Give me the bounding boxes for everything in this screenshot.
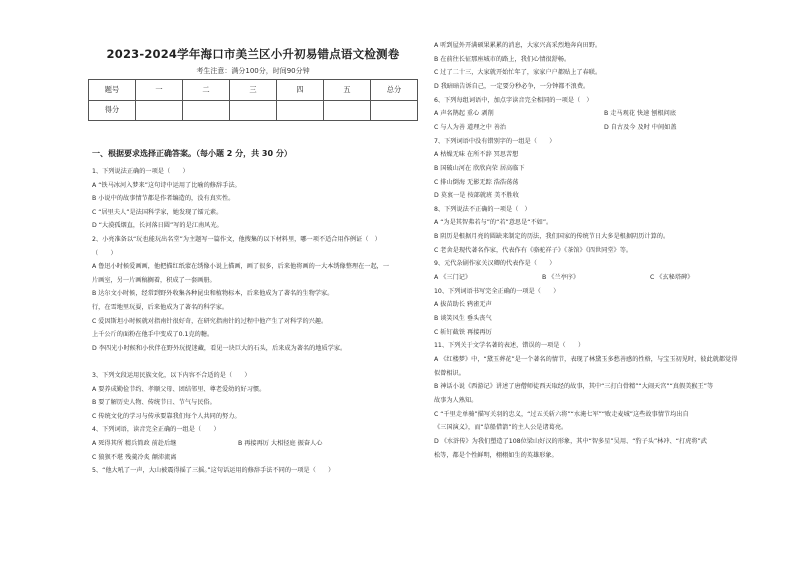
option-line: C 与人为善 道理之中 善治 [434, 123, 507, 131]
score-cell[interactable] [371, 100, 418, 121]
option-line: A 声名鹊起 重心 剥削 [434, 110, 494, 118]
option-line: D 自古及今 及时 中间如盖 [604, 123, 677, 131]
question-line: B 神话小说《西游记》讲述了唐僧师徒西天取经的故事，其中“三打白骨精”“大闹天宫”“真假美猴王”等 [434, 383, 714, 391]
question-line: （ ） [92, 249, 117, 257]
question-line: A 要养成勤俭节约、孝顺父母、团结邻里、尊老爱幼的好习惯。 [92, 385, 266, 393]
question-line: 6、下列每组词语中，加点字读音完全相同的一项是（ ） [434, 96, 593, 104]
question-line: 1、下列说法正确的一项是（ ） [92, 168, 189, 175]
question-line: B 达尔文小时候，经常到野外收集各种昆虫和植物标本，后来他成为了著名的生物学家。 [92, 290, 334, 298]
question-line: 2、小亮准备以“玩也能玩出名堂”为主题写一篇作文，他搜集的以下材料里，哪一项不适合用作例证（ ） [92, 236, 381, 243]
question-line: A “铁马冰河入梦来”这句诗中运用了比喻的修辞手法。 [92, 181, 241, 189]
question-line: C 排山倒海 无影无踪 浩浩荡荡 [434, 178, 519, 186]
score-cell[interactable] [183, 100, 230, 121]
question-line: 片画室，另一片画稿搁着，积成了一套画册。 [92, 276, 216, 284]
question-line: B 国破山河在 欣欣向荣 居高临下 [434, 164, 525, 172]
score-header-cell: 总分 [371, 80, 418, 101]
score-table-score-row [89, 100, 418, 121]
question-line: 8、下列说法不正确的一项是（ ） [434, 205, 531, 213]
question-line: A “为是其智弗若与”的“若”意思是“不如”。 [434, 219, 553, 227]
score-cell[interactable] [136, 100, 183, 121]
question-line: 3、下列文段运用民族文化，以下内容不合适的是（ ） [92, 372, 251, 379]
question-line: C 斩钉截铁 再接再厉 [434, 328, 492, 336]
question-line: C 老舍是现代著名作家，代表作有《骆驼祥子》《茶馆》《四世同堂》等。 [434, 246, 633, 254]
question-line: 故事为人熟知。 [434, 396, 478, 404]
question-line: D 《水浒传》为我们塑造了108位梁山好汉的形象，其中“智多星”吴用、“豹子头”林冲、“打虎将”武 [434, 437, 707, 445]
question-line: 5、“他大吼了一声，大山被震得摇了三摇。”这句话运用的修辞手法不同的一项是（ ） [92, 467, 335, 475]
question-line: 9、元代杂剧作家关汉卿的代表作是（ ） [434, 260, 556, 268]
question-line: B 阴历是根据月亮的圆缺来制定的历法，我们国家的传统节日大多是根据阴历计算的。 [434, 233, 670, 241]
option-line: A 死得其所 精兵简政 前赴后继 [92, 440, 177, 447]
score-cell[interactable] [230, 100, 277, 121]
score-header-cell: 二 [183, 80, 230, 101]
option-line: B 再接再厉 大相径庭 振奋人心 [238, 440, 323, 447]
score-table [88, 79, 418, 121]
question-line: A 《红楼梦》中，“黛玉葬花”是一个著名的情节，表现了林黛玉多愁善感的性格，与宝玉初见时，彼此就都觉得 [434, 355, 738, 363]
question-line: 松等，都是个性鲜明，栩栩如生的英雄形象。 [434, 451, 558, 459]
option-line: B 《兰亭序》 [542, 274, 580, 282]
question-line: A 枯燥无味 在所不辞 冥思苦想 [434, 151, 519, 159]
question-line: C 传统文化的学习与传承要靠我们每个人共同的努力。 [92, 412, 241, 420]
score-header-cell: 四 [277, 80, 324, 101]
score-header-cell: 题号 [89, 80, 136, 101]
question-line: D 李四光小时候和小伙伴在野外玩捉迷藏，看见一块巨大的石头，后来成为著名的地质学家。 [92, 344, 347, 352]
question-line: B 小说中的故事情节都是作者编造的，没有真实性。 [92, 195, 235, 203]
score-cell[interactable] [277, 100, 324, 121]
question-line: C “居里夫人”是法国科学家，她发现了镭元素。 [92, 208, 223, 216]
question-line: B 谈笑风生 垂头丧气 [434, 315, 492, 322]
question-line: B 在前往长征那座城市的路上，我们心情很舒畅。 [434, 55, 571, 63]
question-line: C 过了二十三，大家就开始忙年了，家家户户都贴上了春联。 [434, 69, 602, 77]
score-header-cell: 一 [136, 80, 183, 101]
score-cell[interactable] [324, 100, 371, 121]
question-line: B 要了解历史人物、传统节日、节气与民俗。 [92, 399, 216, 407]
question-line: 行，在雪地里玩耍，后来他成为了著名的科学家。 [92, 304, 229, 311]
score-table-header-row [89, 80, 418, 101]
score-row-label: 得分 [89, 100, 136, 121]
exam-note: 考生注意：满分100分，时间90分钟 [196, 67, 310, 75]
question-line: C 爱因斯坦小时候就对指南针很好奇，在研究指南针的过程中他产生了对科学的兴趣。 [92, 317, 328, 325]
question-line: 7、下列词语中没有错别字的一组是（ ） [434, 137, 556, 145]
question-line: C 狼狈不堪 残羹冷炙 颠沛流离 [92, 453, 177, 461]
option-line: A 《三门记》 [434, 274, 472, 282]
option-line: B 走马观花 快速 刨根问底 [604, 110, 677, 118]
question-line: A 拔苗助长 鸦雀无声 [434, 301, 492, 309]
section-heading: 一、根据要求选择正确答案。（每小题 2 分，共 30 分） [92, 149, 292, 158]
question-line: A 鲁迅小时候爱画画，他把描红纸蒙在绣像小说上描画，画了很多，后来他将画的一大本绣像整理在一起，一 [92, 263, 390, 271]
exam-title: 2023-2024学年海口市美兰区小升初易错点语文检测卷 [106, 47, 400, 61]
score-header-cell: 三 [230, 80, 277, 101]
question-line: D 我暗暗告诉自己，一定要分秒必争，一分钟都不浪费。 [434, 82, 590, 90]
question-line: 10、下列词语书写完全正确的一项是（ ） [434, 287, 560, 295]
question-line: 似曾相识。 [434, 369, 465, 377]
question-line: 上千公斤的面粉在他手中变成了0.1克的糖。 [92, 331, 214, 339]
question-line: 11、下列关于文学名著的表述，错误的一项是（ ） [434, 342, 585, 350]
question-line: 4、下列词语，读音完全正确的一组是（ ） [92, 426, 220, 434]
question-line: A 听到屋外开满硕果累累的消息，大家兴高采烈地奔向田野。 [434, 42, 602, 49]
question-line: D 莫衷一是 按部就班 美不胜收 [434, 192, 519, 200]
option-line: C 《玄秘塔碑》 [650, 274, 694, 282]
question-line: C “千里走单骑”描写关羽的忠义，“过五关斩六将”“水淹七军”“败走麦城”这些故事情节均出自 [434, 410, 689, 418]
question-line: 《三国演义》，而“草船借箭”的主人公是诸葛亮。 [434, 424, 568, 432]
score-header-cell: 五 [324, 80, 371, 101]
question-line: D “大漠孤烟直，长河落日圆”写的是江南风光。 [92, 222, 223, 230]
